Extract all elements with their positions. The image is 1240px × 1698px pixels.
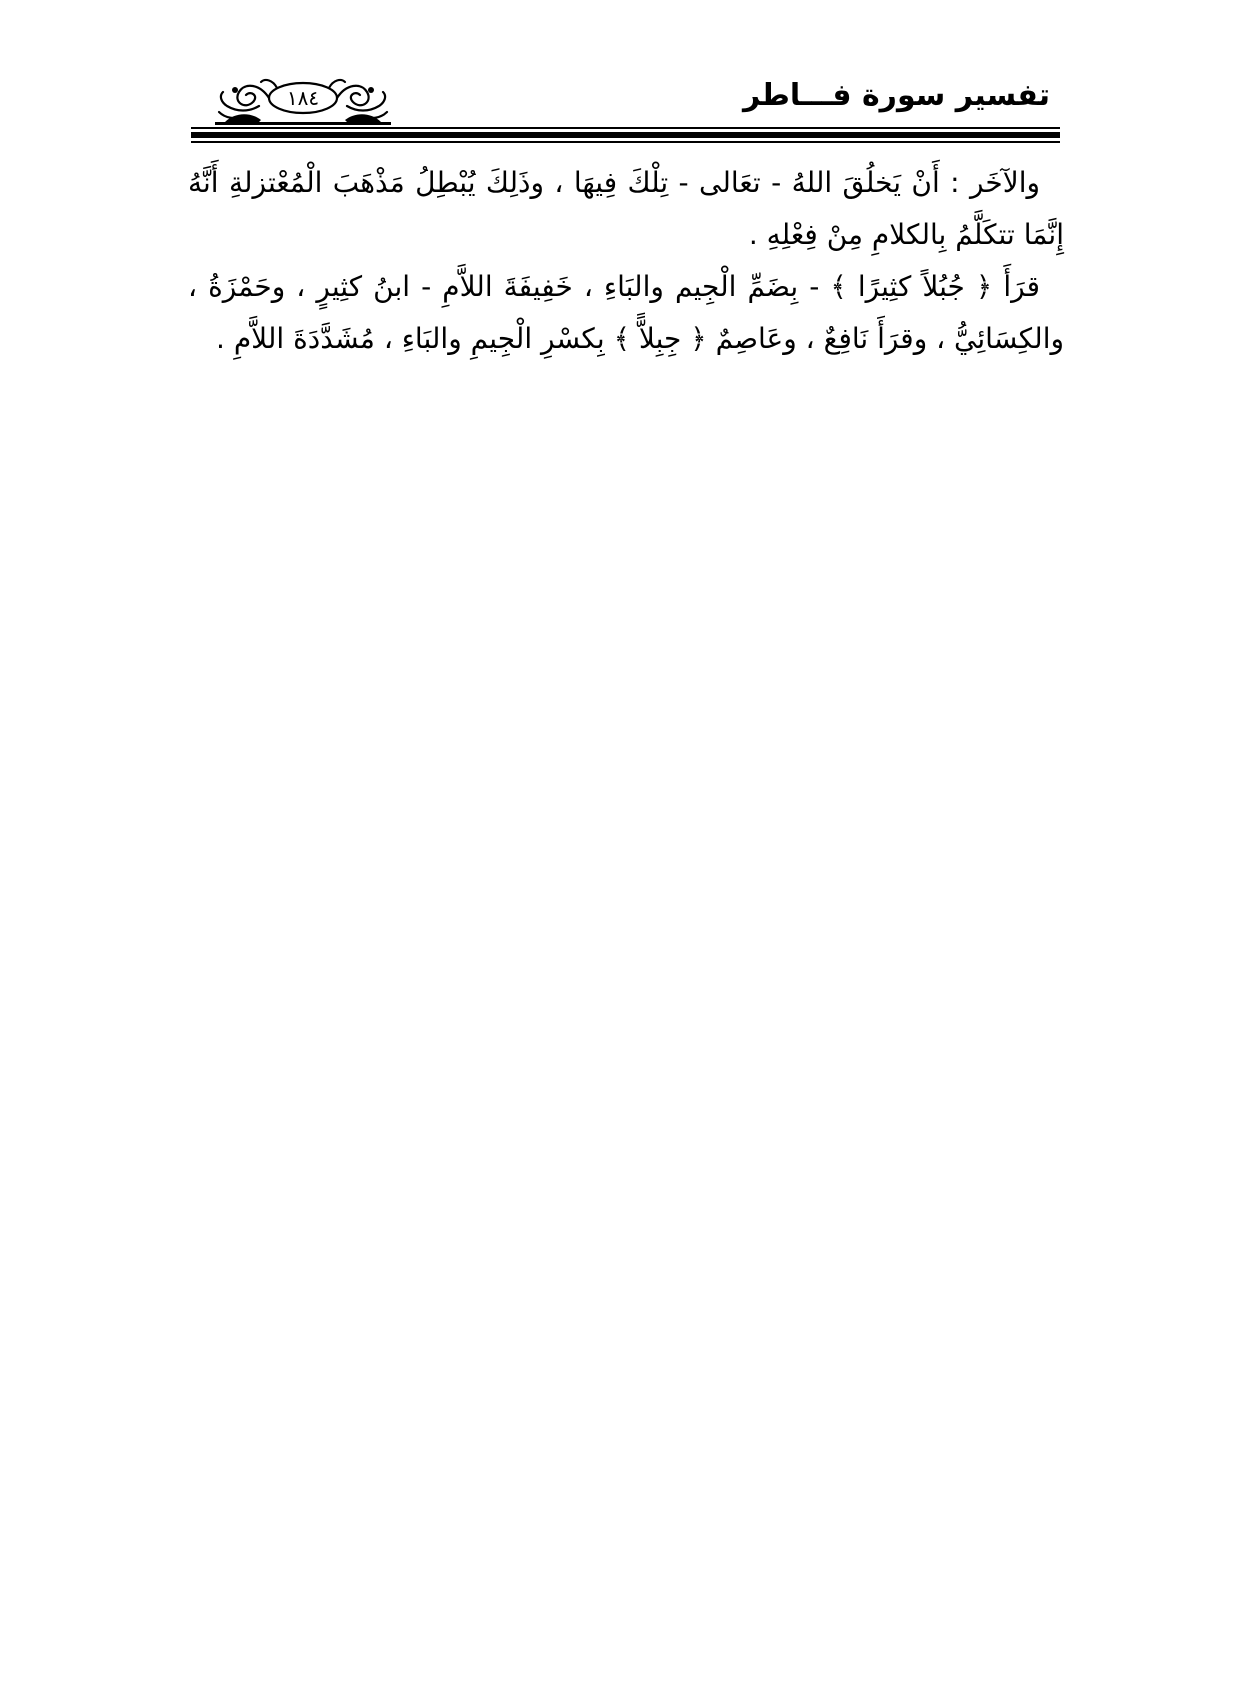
paragraph: والآخَر : أَنْ يَخلُقَ اللهُ - تعَالى - تِلْكَ فِيهَا ، وذَلِكَ يُبْطِلُ مَذْهَبَ الْمُعْتزلةِ أَنَّهُ إِنَّمَا تتكَلَّمُ بِالكلامِ مِنْ فِعْلِهِ . bbox=[188, 166, 1064, 251]
header-divider-top bbox=[191, 127, 1060, 129]
page-header-title: تفسير سورة فـــاطر bbox=[742, 78, 1050, 113]
page-number: ١٨٤ bbox=[286, 86, 320, 110]
paragraph: قرَأَ ﴿ جُبُلاً كثِيرًا ﴾ - بِضَمِّ الْجِيم والبَاءِ ، خَفِيفَةَ اللاَّمِ - ابنُ كثِيرٍ ، وحَمْزَةُ ، والكِسَائِيُّ ، وقرَأَ نَافِعٌ ، وعَاصِمٌ ﴿ جِبِلاًّ ﴾ بِكسْرِ الْجِيمِ والبَاءِ ، مُشَدَّدَةَ اللاَّمِ . bbox=[188, 270, 1064, 355]
tafsir-body-text bbox=[188, 157, 1064, 365]
header-divider-thick bbox=[191, 132, 1060, 138]
header-divider-bottom bbox=[191, 141, 1060, 143]
